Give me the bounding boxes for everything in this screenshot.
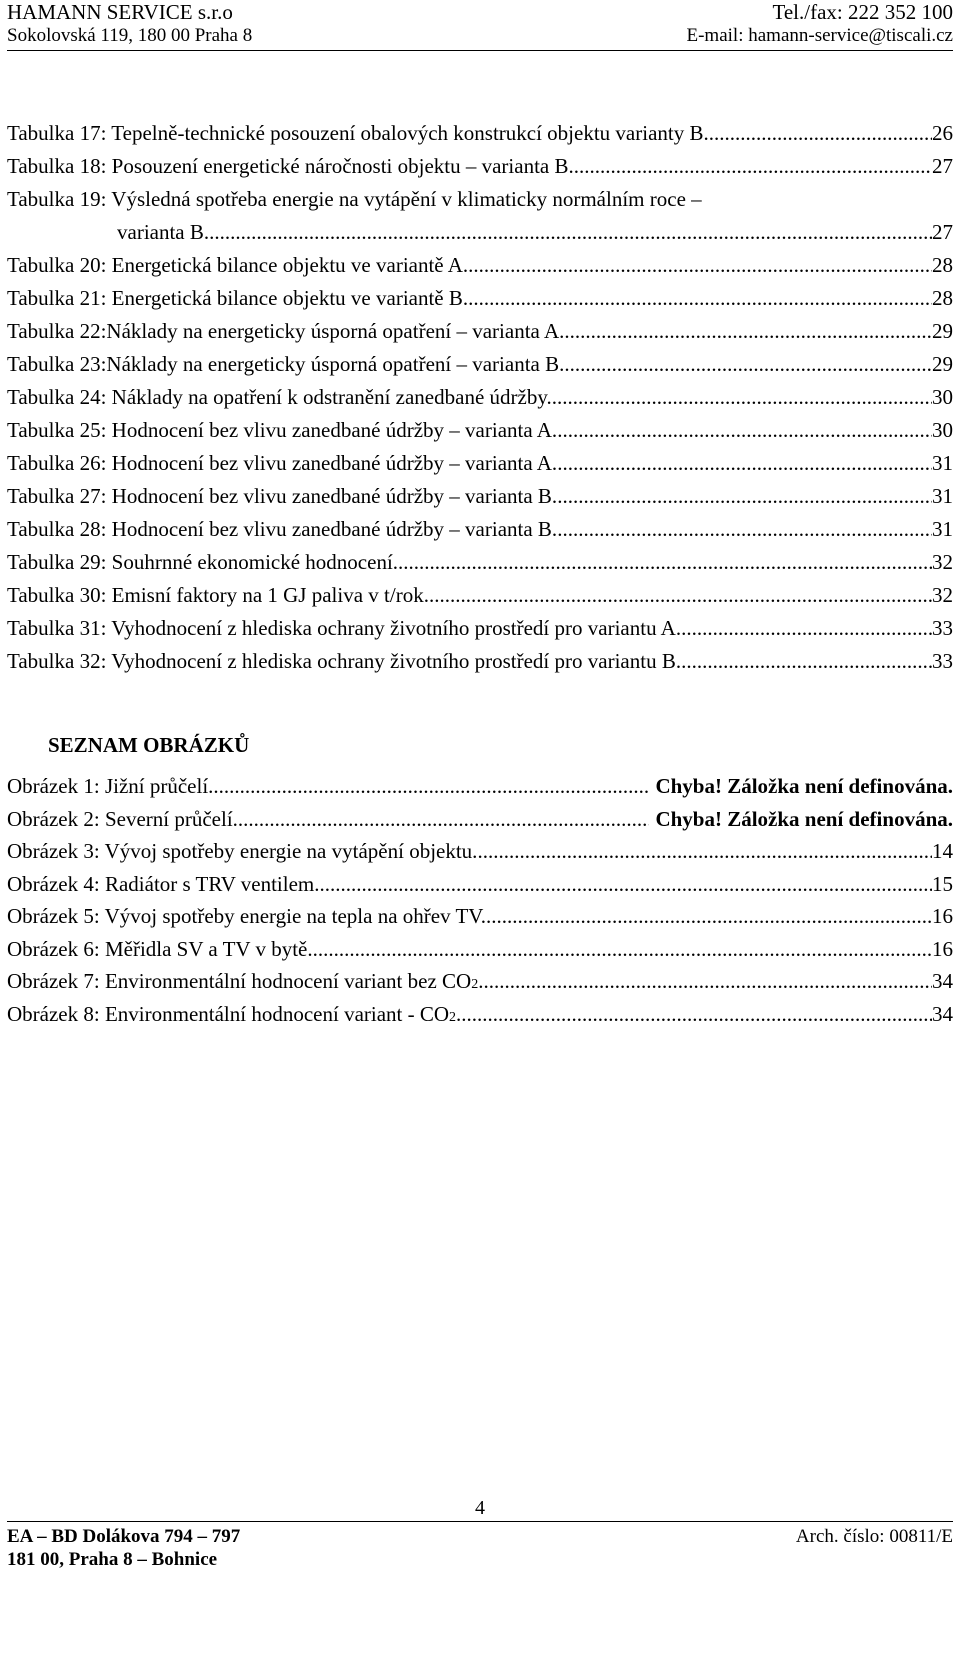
- table-entry-page: 32: [932, 550, 953, 574]
- table-entry-title: Tabulka 29: Souhrnné ekonomické hodnocení.: [7, 550, 399, 574]
- company-name: HAMANN SERVICE s.r.o: [7, 0, 233, 24]
- figure-entry[interactable]: [7, 835, 953, 867]
- table-entry[interactable]: [7, 216, 953, 248]
- figure-entry-title: Obrázek 3: Vývoj spotřeby energie na vytápění objektu.: [7, 839, 478, 863]
- table-entry[interactable]: [7, 381, 953, 413]
- dot-leader: [468, 282, 932, 314]
- figure-entry-title: Obrázek 1: Jižní průčelí.: [7, 774, 214, 798]
- figure-entry-page: 16: [932, 904, 953, 928]
- figure-entry[interactable]: [7, 868, 953, 900]
- figure-entry-title: Obrázek 8: Environmentální hodnocení variant - CO: [7, 1001, 450, 1026]
- dot-leader: [486, 900, 932, 932]
- table-entry[interactable]: [7, 315, 953, 347]
- figure-entry-tail: .: [478, 969, 484, 993]
- figure-entry-title: Obrázek 5: Vývoj spotřeby energie na tepla na ohřev TV.: [7, 904, 486, 928]
- company-address: Sokolovská 119, 180 00 Praha 8: [7, 25, 253, 46]
- dot-leader: [557, 414, 932, 446]
- table-entry-title: Tabulka 17: Tepelně-technické posouzení obalových konstrukcí objektu varianty B.: [7, 121, 709, 145]
- figure-entry-title: Obrázek 7: Environmentální hodnocení variant bez CO: [7, 969, 472, 993]
- table-entry-page: 31: [932, 484, 953, 508]
- dot-leader: [398, 546, 932, 578]
- table-entry[interactable]: [7, 117, 953, 149]
- email: E-mail: hamann-service@tiscali.cz: [686, 25, 953, 46]
- dot-leader: [213, 770, 649, 802]
- table-entry-title[interactable]: Tabulka 19: Výsledná spotřeba energie na vytápění v klimaticky normálním roce –: [7, 187, 702, 211]
- table-entry-page: 33: [932, 616, 953, 640]
- figure-entry-page: 34: [932, 969, 953, 993]
- bookmark-error: Chyba! Záložka není definována.: [655, 806, 953, 831]
- table-entry-page: 29: [932, 319, 953, 343]
- figure-entry-subscript: 2: [471, 977, 479, 992]
- dot-leader: [238, 803, 650, 835]
- table-entry-page: 32: [932, 583, 953, 607]
- figure-entry-title: Obrázek 6: Měřidla SV a TV v bytě.: [7, 936, 313, 961]
- page-footer: [7, 1521, 953, 1571]
- figures-section-title: SEZNAM OBRÁZKŮ: [48, 733, 250, 757]
- phone-fax: Tel./fax: 222 352 100: [772, 0, 953, 24]
- dot-leader: [319, 868, 932, 900]
- table-entry[interactable]: [7, 447, 953, 479]
- table-entry-title: Tabulka 26: Hodnocení bez vlivu zanedbané údržby – varianta A.: [7, 451, 558, 475]
- table-entry-page: 28: [932, 286, 953, 310]
- bookmark-error: Chyba! Záložka není definována.: [655, 774, 953, 798]
- figure-entry[interactable]: [7, 803, 953, 835]
- dot-leader: [564, 315, 932, 347]
- dot-leader: [557, 447, 932, 479]
- dot-leader: [209, 216, 932, 248]
- table-entry-page: 27: [932, 220, 953, 244]
- table-entry-title: Tabulka 28: Hodnocení bez vlivu zanedbané údržby – varianta B.: [7, 517, 558, 541]
- table-entry[interactable]: [7, 546, 953, 578]
- table-entry-page: 30: [932, 418, 953, 442]
- figure-entry-page: 16: [932, 936, 953, 961]
- table-entry[interactable]: [7, 249, 953, 281]
- dot-leader: [574, 150, 932, 182]
- dot-leader: [313, 933, 932, 965]
- table-entry-page: 27: [932, 154, 953, 178]
- table-entry[interactable]: [7, 513, 953, 545]
- dot-leader: [483, 965, 932, 997]
- dot-leader: [424, 579, 932, 611]
- dot-leader: [557, 513, 932, 545]
- figure-entry[interactable]: [7, 933, 953, 965]
- table-entry[interactable]: [7, 282, 953, 314]
- dot-leader: [557, 480, 932, 512]
- page-header: [7, 0, 953, 50]
- table-entry-title: Tabulka 32: Vyhodnocení z hlediska ochrany životního prostředí pro variantu B.: [7, 649, 682, 673]
- table-entry-title: Tabulka 30: Emisní faktory na 1 GJ paliva v t/rok: [7, 583, 424, 607]
- table-entry-title: Tabulka 25: Hodnocení bez vlivu zanedbané údržby – varianta A.: [7, 418, 558, 442]
- table-entry-page: 28: [932, 253, 953, 277]
- table-entry-page: 31: [932, 517, 953, 541]
- dot-leader: [468, 249, 932, 281]
- footer-archive-number: Arch. číslo: 00811/E: [795, 1526, 953, 1547]
- figure-entry-page: 34: [932, 1001, 953, 1026]
- table-entry-page: 33: [932, 649, 953, 673]
- dot-leader: [681, 645, 932, 677]
- table-entry-page: 29: [932, 352, 953, 376]
- header-divider: [7, 50, 953, 51]
- table-entry-title: Tabulka 27: Hodnocení bez vlivu zanedbané údržby – varianta B.: [7, 484, 558, 508]
- dot-leader: [681, 612, 932, 644]
- table-entry-page: 30: [932, 385, 953, 409]
- figure-entry-page: 15: [932, 871, 953, 896]
- figure-entry-title: Obrázek 4: Radiátor s TRV ventilem.: [7, 871, 320, 896]
- dot-leader: [552, 381, 932, 413]
- footer-project: EA – BD Dolákova 794 – 797: [7, 1526, 241, 1547]
- table-entry[interactable]: [7, 645, 953, 677]
- figure-entry[interactable]: [7, 900, 953, 932]
- table-entry-title: Tabulka 21: Energetická bilance objektu ve variantě B.: [7, 286, 469, 310]
- table-entry[interactable]: [7, 414, 953, 446]
- table-entry[interactable]: [7, 150, 953, 182]
- dot-leader: [564, 348, 932, 380]
- table-entry-title: Tabulka 24: Náklady na opatření k odstranění zanedbané údržby.: [7, 385, 552, 409]
- table-entry-continuation: varianta B.: [117, 220, 210, 244]
- figure-entry-page: 14: [932, 839, 953, 863]
- figure-entry-title: Obrázek 2: Severní průčelí.: [7, 806, 238, 831]
- table-entry-title: Tabulka 22:Náklady na energeticky úsporná opatření – varianta A.: [7, 319, 565, 343]
- figure-entry[interactable]: [7, 770, 953, 802]
- figure-entry-tail: .: [456, 1001, 462, 1026]
- table-entry-page: 26: [932, 121, 953, 145]
- dot-leader: [461, 998, 932, 1030]
- table-entry-title: Tabulka 20: Energetická bilance objektu ve variantě A.: [7, 253, 469, 277]
- table-entry[interactable]: [7, 348, 953, 380]
- dot-leader: [709, 117, 932, 149]
- table-entry-title: Tabulka 31: Vyhodnocení z hlediska ochrany životního prostředí pro variantu A.: [7, 616, 682, 640]
- table-entry-title: Tabulka 23:Náklady na energeticky úsporná opatření – varianta B.: [7, 352, 565, 376]
- figure-entry[interactable]: [7, 998, 953, 1030]
- table-entry-page: 31: [932, 451, 953, 475]
- table-entry[interactable]: [7, 579, 953, 611]
- figure-entry[interactable]: [7, 965, 953, 997]
- figure-entry-subscript: 2: [449, 1009, 457, 1025]
- footer-address: 181 00, Praha 8 – Bohnice: [7, 1549, 218, 1570]
- table-entry-title: Tabulka 18: Posouzení energetické náročnosti objektu – varianta B.: [7, 154, 574, 178]
- table-entry[interactable]: [7, 480, 953, 512]
- dot-leader: [477, 835, 932, 867]
- table-entry[interactable]: [7, 612, 953, 644]
- page-number: 4: [475, 1497, 485, 1519]
